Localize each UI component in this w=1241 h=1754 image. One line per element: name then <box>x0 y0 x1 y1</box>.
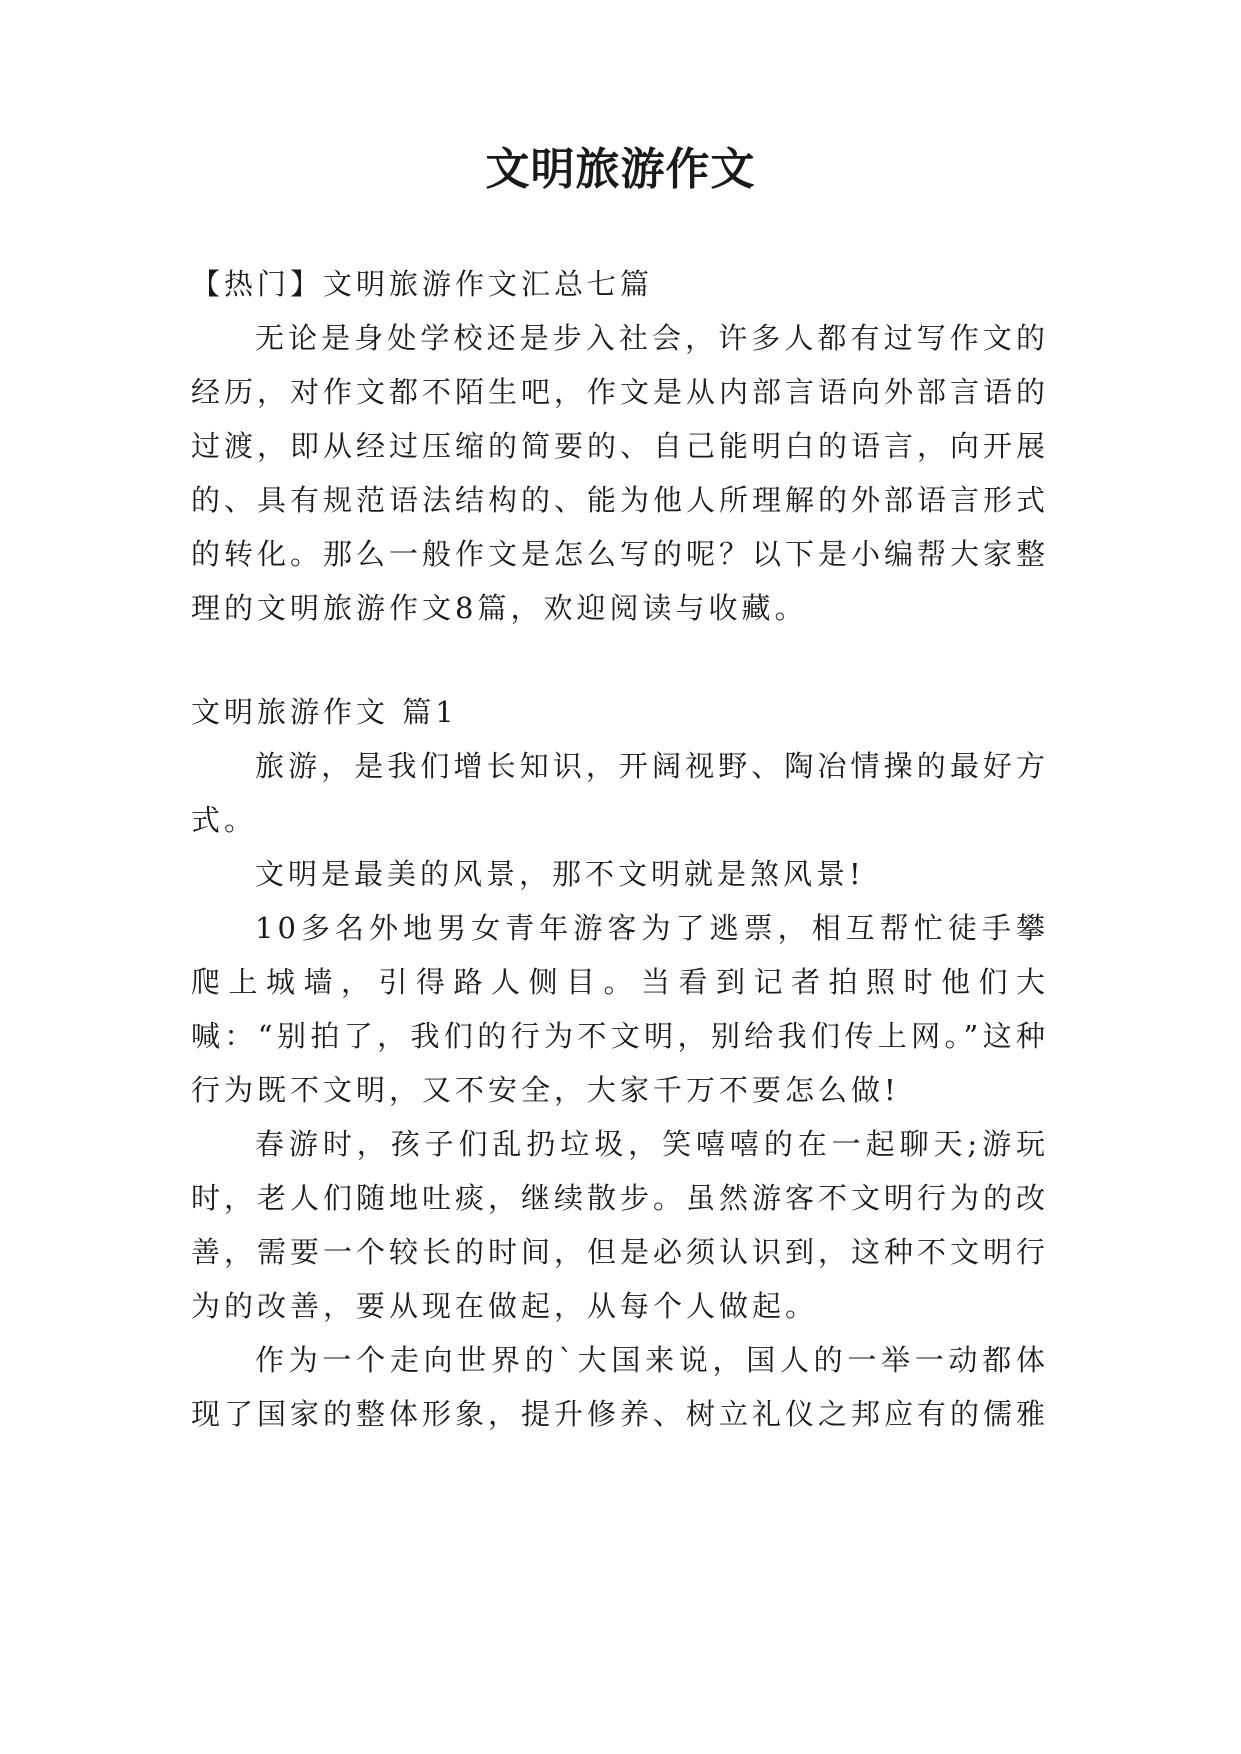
intro-paragraph: 无论是身处学校还是步入社会，许多人都有过写作文的经历，对作文都不陌生吧，作文是从内部言语向外部言语的过渡，即从经过压缩的简要的、自己能明白的语言，向开展的、具有规范语法结构的、能为他人所理解的外部语言形式的转化。那么一般作文是怎么写的呢？以下是小编帮大家整理的文明旅游作文8篇，欢迎阅读与收藏。 <box>191 321 1050 625</box>
section-heading: 文明旅游作文 篇1 <box>191 695 458 729</box>
body-paragraph: 作为一个走向世界的`大国来说，国人的一举一动都体现了国家的整体形象，提升修养、树立礼仪之邦应有的儒雅 <box>191 1343 1050 1431</box>
subtitle: 【热门】文明旅游作文汇总七篇 <box>191 267 654 301</box>
body-paragraph: 文明是最美的风景，那不文明就是煞风景! <box>255 857 865 891</box>
document-body <box>191 257 1049 1441</box>
body-paragraph: 旅游，是我们增长知识，开阔视野、陶冶情操的最好方式。 <box>191 749 1049 837</box>
body-paragraph: 10多名外地男女青年游客为了逃票，相互帮忙徒手攀爬上城墙，引得路人侧目。当看到记者拍照时他们大喊：“别拍了，我们的行为不文明，别给我们传上网。”这种行为既不文明，又不安全，大家千万不要怎么做! <box>191 911 1049 1107</box>
section-gap <box>191 635 1049 685</box>
body-paragraph: 春游时，孩子们乱扔垃圾，笑嘻嘻的在一起聊天;游玩时，老人们随地吐痰，继续散步。虽然游客不文明行为的改善，需要一个较长的时间，但是必须认识到，这种不文明行为的改善，要从现在做起，从每个人做起。 <box>191 1127 1050 1323</box>
document-title: 文明旅游作文 <box>485 144 756 195</box>
